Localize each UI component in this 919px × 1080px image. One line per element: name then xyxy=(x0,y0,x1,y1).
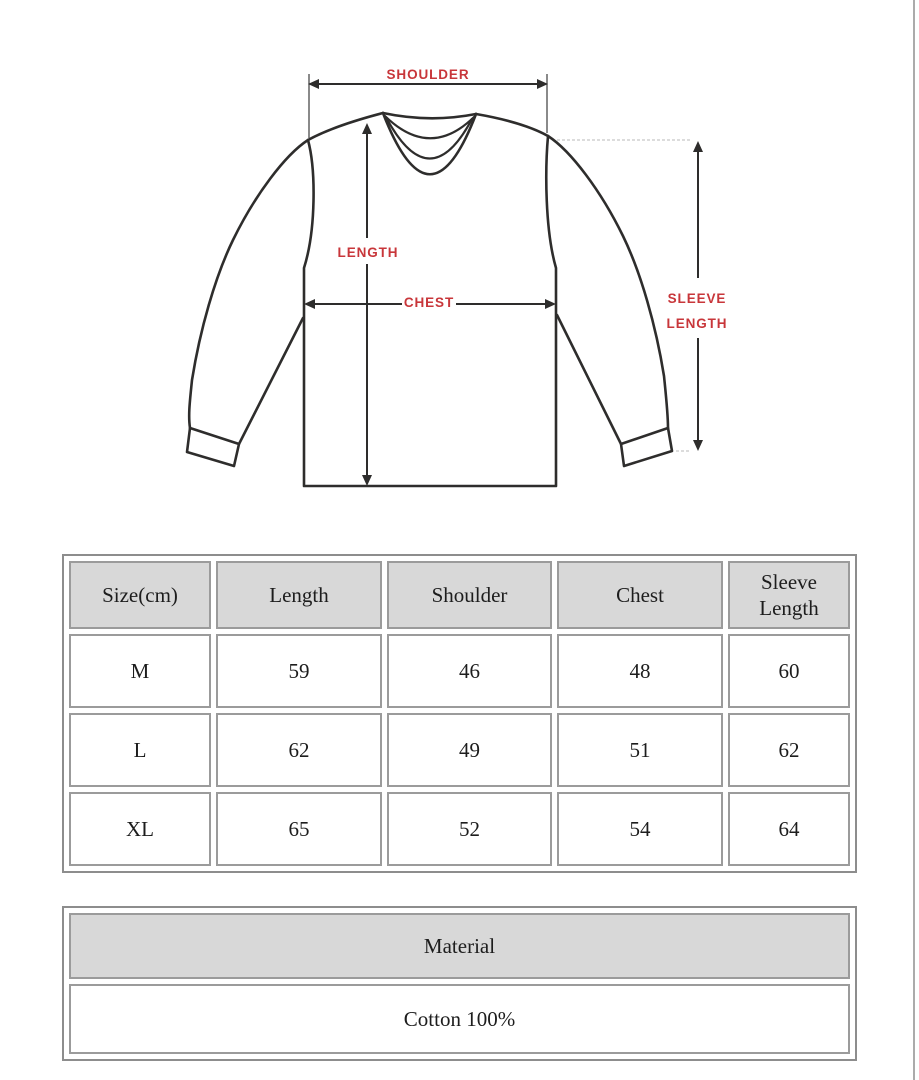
shirt-left-cuff-seam xyxy=(190,428,239,444)
cell-m-shoulder: 46 xyxy=(387,634,552,708)
shirt-left-shoulder-slope xyxy=(308,113,383,140)
cell-xl-sleeve: 64 xyxy=(728,792,850,866)
cell-l-chest: 51 xyxy=(557,713,723,787)
cell-l-size: L xyxy=(69,713,211,787)
material-value-cell: Cotton 100% xyxy=(69,984,850,1054)
cell-m-chest: 48 xyxy=(557,634,723,708)
material-header-row xyxy=(69,913,850,979)
right-edge-line xyxy=(913,0,915,1080)
collar-top-edge xyxy=(383,113,476,118)
col-header-shoulder: Shoulder xyxy=(387,561,552,629)
chest-arrowhead-left xyxy=(304,299,315,309)
col-header-chest: Chest xyxy=(557,561,723,629)
material-table xyxy=(62,906,857,1061)
material-value-row xyxy=(69,984,850,1054)
shirt-right-shoulder-slope xyxy=(476,114,548,136)
size-table xyxy=(62,554,857,873)
cell-m-length: 59 xyxy=(216,634,382,708)
sleeve-arrowhead-bottom xyxy=(693,440,703,451)
col-header-sleeve-length-text: Sleeve Length xyxy=(759,569,819,620)
table-row-xl xyxy=(69,792,850,866)
cell-l-length: 62 xyxy=(216,713,382,787)
chest-label: CHEST xyxy=(403,295,455,310)
cell-xl-length: 65 xyxy=(216,792,382,866)
cell-xl-shoulder: 52 xyxy=(387,792,552,866)
shoulder-label: SHOULDER xyxy=(386,67,470,82)
sleeve-length-label-line2: LENGTH xyxy=(666,316,728,331)
col-header-size: Size(cm) xyxy=(69,561,211,629)
cell-xl-size: XL xyxy=(69,792,211,866)
table-row-l xyxy=(69,713,850,787)
cell-m-sleeve: 60 xyxy=(728,634,850,708)
sleeve-length-label-line1: SLEEVE xyxy=(667,291,727,306)
shirt-right-sleeve xyxy=(548,136,672,466)
length-label: LENGTH xyxy=(337,245,399,260)
length-arrowhead-top xyxy=(362,123,372,134)
shirt-left-sleeve xyxy=(187,140,308,466)
cell-l-shoulder: 49 xyxy=(387,713,552,787)
shoulder-measure xyxy=(308,74,548,138)
table-row-m xyxy=(69,634,850,708)
shirt-right-cuff-seam xyxy=(621,428,668,444)
size-table-header-row xyxy=(69,561,850,629)
sleeve-arrowhead-top xyxy=(693,141,703,152)
col-header-sleeve-length xyxy=(728,561,850,629)
collar-bottom-edge xyxy=(383,113,476,174)
shirt-body xyxy=(304,136,556,486)
cell-l-sleeve: 62 xyxy=(728,713,850,787)
cell-m-size: M xyxy=(69,634,211,708)
length-arrowhead-bottom xyxy=(362,475,372,486)
cell-xl-chest: 54 xyxy=(557,792,723,866)
material-header-cell: Material xyxy=(69,913,850,979)
chest-arrowhead-right xyxy=(545,299,556,309)
col-header-length: Length xyxy=(216,561,382,629)
